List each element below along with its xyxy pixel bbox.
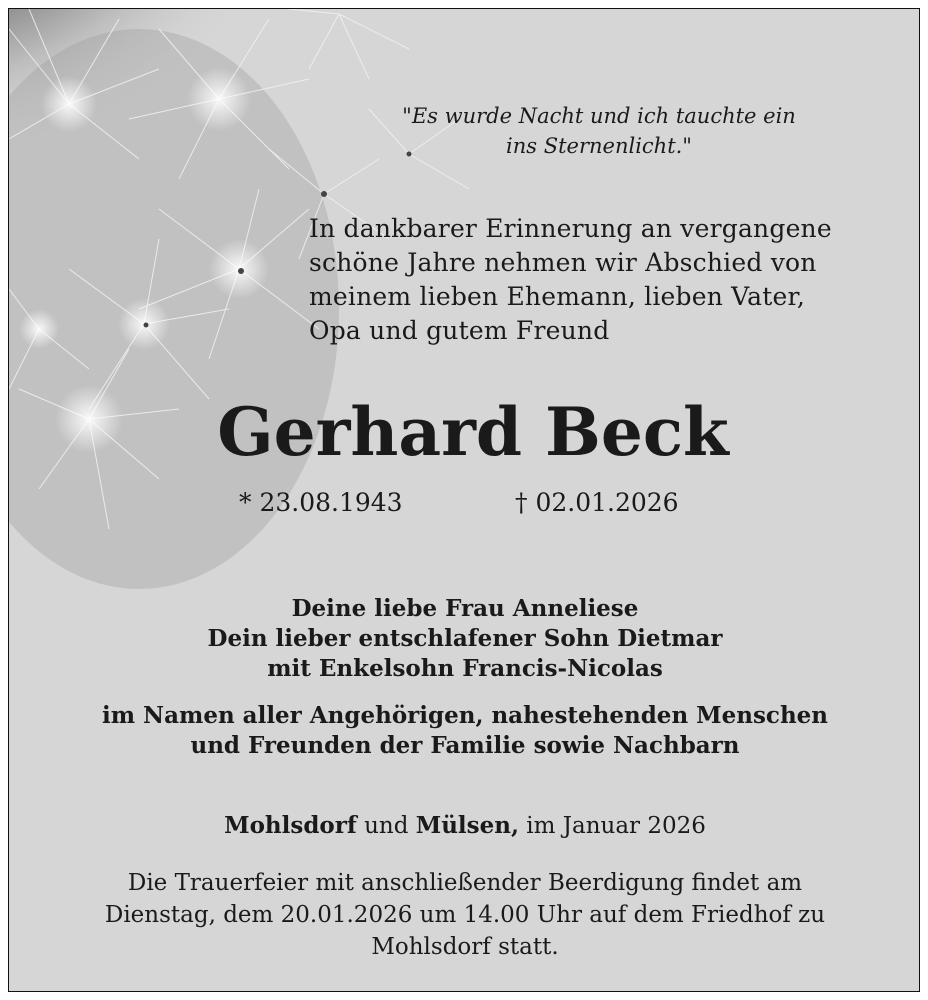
notice-date: im Januar 2026 — [526, 813, 706, 839]
quote — [309, 101, 889, 161]
remembrance-line: In dankbarer Erinnerung an vergangene — [309, 214, 832, 243]
service-line: Dienstag, dem 20.01.2026 um 14.00 Uhr auf dem Friedhof zu — [104, 902, 826, 928]
place-connector: und — [364, 813, 409, 839]
birth-date: * 23.08.1943 — [239, 488, 403, 517]
place-mohlsdorf: Mohlsdorf — [224, 812, 357, 839]
on-behalf-line: und Freunden der Familie sowie Nachbarn — [190, 732, 740, 759]
family-line: Dein lieber entschlafener Sohn Dietmar — [207, 625, 723, 652]
remembrance-line: schöne Jahre nehmen wir Abschied von — [309, 248, 817, 277]
on-behalf-text — [9, 701, 920, 761]
family-line: Deine liebe Frau Anneliese — [291, 595, 639, 622]
remembrance-text — [309, 212, 889, 348]
place-muelsen: Mülsen, — [415, 812, 519, 839]
deceased-name: Gerhard Beck — [217, 393, 729, 471]
family-line: mit Enkelsohn Francis-Nicolas — [267, 655, 663, 682]
death-date: † 02.01.2026 — [515, 488, 679, 517]
quote-line: ins Sternenlicht." — [506, 134, 692, 158]
service-line: Die Trauerfeier mit anschließender Beerdigung findet am — [127, 870, 803, 896]
remembrance-line: meinem lieben Ehemann, lieben Vater, — [309, 282, 806, 311]
family-members — [9, 594, 920, 684]
funeral-service-info — [9, 867, 920, 963]
quote-line: "Es wurde Nacht und ich tauchte ein — [402, 104, 796, 128]
on-behalf-line: im Namen aller Angehörigen, nahestehenden Menschen — [101, 702, 829, 729]
remembrance-line: Opa und gutem Freund — [309, 316, 610, 345]
service-line: Mohlsdorf statt. — [371, 934, 559, 960]
place-and-date — [9, 809, 920, 843]
obituary-notice — [8, 8, 920, 992]
